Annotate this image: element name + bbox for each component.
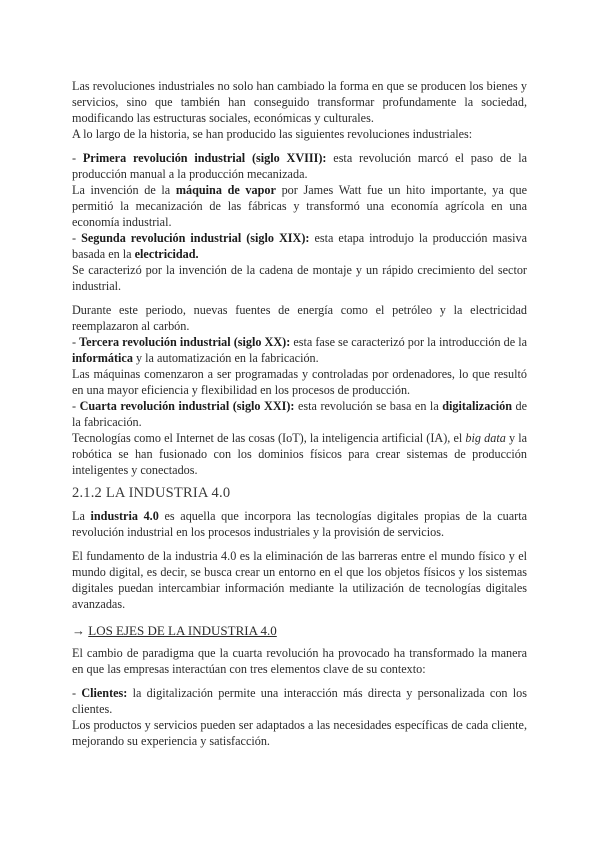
maquina-vapor-term: máquina de vapor (175, 183, 276, 197)
cuarta-revolucion-detail (72, 430, 527, 478)
list-dash: - (72, 399, 80, 413)
list-dash: - (72, 686, 82, 700)
list-dash: - (72, 151, 83, 165)
text-span: por James Watt fue un hito importante, ya que permitió la mecanización de las fábricas y transformó una economía agrícola en una economía industrial. (72, 183, 528, 229)
segunda-revolucion-title: Segunda revolución industrial (siglo XIX): (81, 231, 310, 245)
cuarta-revolucion-item (72, 398, 527, 430)
text-span: esta fase se caracterizó por la introducción de la (290, 335, 528, 349)
primera-revolucion-title: Primera revolución industrial (siglo XVIII): (82, 151, 327, 165)
text-span: esta revolución se basa en la (294, 399, 443, 413)
tercera-revolucion-title: Tercera revolución industrial (siglo XX): (79, 335, 291, 349)
clientes-detail: Los productos y servicios pueden ser adaptados a las necesidades específicas de cada cliente, mejorando su experiencia y satisfacción. (72, 718, 527, 748)
ejes-title: LOS EJES DE LA INDUSTRIA 4.0 (88, 623, 277, 638)
informatica-term: informática (72, 351, 133, 365)
segunda-revolucion-detail-2: Durante este periodo, nuevas fuentes de energía como el petróleo y la electricidad reemplazaron al carbón. (72, 303, 527, 333)
text-span: y la robótica se han fusionado con los dominios físicos para crear sistemas de producción inteligentes y conectados. (72, 431, 528, 477)
list-dash: - (72, 335, 80, 349)
text-span: esta etapa introdujo la producción masiva basada en la (72, 231, 528, 261)
text-span: de la fabricación. (72, 399, 527, 429)
text-span: La invención de la (72, 183, 176, 197)
list-dash: - (72, 231, 82, 245)
primera-revolucion-item (72, 150, 527, 182)
primera-revolucion-text: esta revolución marcó el paso de la producción manual a la producción mecanizada. (72, 151, 528, 181)
text-span: y la automatización en la fabricación. (132, 351, 319, 365)
text-span: Tecnologías como el Internet de las cosas (IoT), la inteligencia artificial (IA), el (72, 431, 466, 445)
clientes-item (72, 685, 527, 717)
big-data-term: big data (465, 431, 506, 445)
primera-revolucion-detail (72, 182, 527, 230)
electricidad-term: electricidad. (134, 247, 199, 261)
digitalizacion-term: digitalización (442, 399, 512, 413)
industria-term: industria 4.0 (90, 509, 159, 523)
text-span: la digitalización permite una interacción más directa y personalizada con los clientes. (72, 686, 527, 716)
text-span: La (72, 509, 91, 523)
clientes-title: Clientes: (81, 686, 128, 700)
industria-fundamento: El fundamento de la industria 4.0 es la eliminación de las barreras entre el mundo físico y el mundo digital, es decir, se busca crear un entorno en el que los objetos físicos y los sistemas digitales puedan intercambiar información mediante la utilización de tecnologías digitales avanzadas. (72, 549, 527, 611)
ejes-intro: El cambio de paradigma que la cuarta revolución ha provocado ha transformado la manera en que las empresas interactúan con tres elementos clave de su contexto: (72, 646, 527, 676)
tercera-revolucion-item (72, 334, 527, 366)
cuarta-revolucion-title: Cuarta revolución industrial (siglo XXI): (79, 399, 295, 413)
intro-list-lead: A lo largo de la historia, se han producido las siguientes revoluciones industriales: (72, 127, 473, 141)
text-span: es aquella que incorpora las tecnologías digitales propias de la cuarta revolución industrial en los procesos industriales y la provisión de servicios. (72, 509, 527, 539)
segunda-revolucion-detail-1: Se caracterizó por la invención de la cadena de montaje y un rápido crecimiento del sector industrial. (72, 263, 527, 293)
tercera-revolucion-detail: Las máquinas comenzaron a ser programadas y controladas por ordenadores, lo que resultó en una mayor eficiencia y flexibilidad en los procesos de producción. (72, 367, 527, 397)
document-page (72, 78, 527, 749)
section-heading: 2.1.2 LA INDUSTRIA 4.0 (72, 485, 231, 501)
ejes-subheading (72, 622, 527, 639)
arrow-icon: → (72, 623, 89, 638)
segunda-revolucion-item (72, 230, 527, 262)
industria-definition (72, 508, 527, 540)
intro-paragraph: Las revoluciones industriales no solo han cambiado la forma en que se producen los bienes y servicios, sino que también han conseguido transformar profundamente la sociedad, modificando las estructuras sociales, económicas y culturales. (72, 79, 527, 125)
